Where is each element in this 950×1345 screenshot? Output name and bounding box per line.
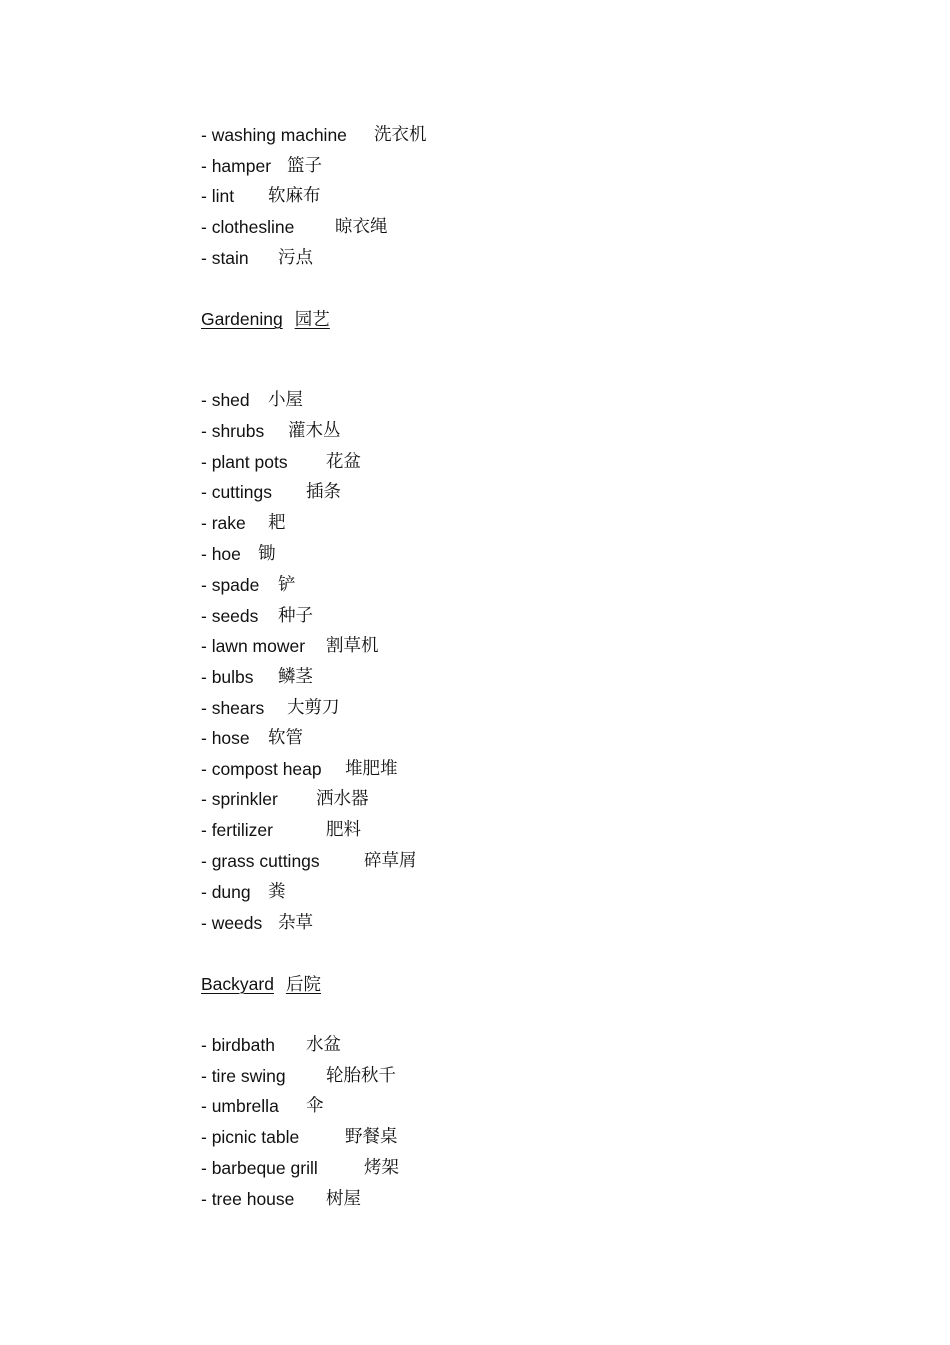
term-english: - shed xyxy=(201,390,250,410)
term-chinese: 粪 xyxy=(268,882,286,902)
list-item xyxy=(201,451,361,473)
term-english: - compost heap xyxy=(201,759,322,779)
heading-chinese: 后院 xyxy=(285,975,321,995)
list-item xyxy=(201,697,340,719)
list-item xyxy=(201,1034,341,1056)
list-item xyxy=(201,543,276,565)
list-item xyxy=(201,512,286,534)
term-english: - hamper xyxy=(201,156,272,176)
term-english: - rake xyxy=(201,513,246,533)
list-item xyxy=(201,420,341,442)
term-english: - fertilizer xyxy=(201,820,273,840)
term-chinese: 水盆 xyxy=(306,1035,341,1055)
term-chinese: 树屋 xyxy=(326,1189,361,1209)
term-english: - birdbath xyxy=(201,1035,275,1055)
term-english: - tire swing xyxy=(201,1066,286,1086)
term-english: - spade xyxy=(201,575,260,595)
term-chinese: 杂草 xyxy=(278,913,313,933)
list-item xyxy=(201,666,313,688)
term-english: - seeds xyxy=(201,606,259,626)
list-item xyxy=(201,788,369,810)
list-item xyxy=(201,727,303,749)
list-item xyxy=(201,635,379,657)
list-item xyxy=(201,155,322,177)
term-english: - weeds xyxy=(201,913,263,933)
term-english: - shears xyxy=(201,698,265,718)
term-english: - bulbs xyxy=(201,667,254,687)
list-item xyxy=(201,481,341,503)
term-english: - shrubs xyxy=(201,421,265,441)
term-english: - lint xyxy=(201,186,235,206)
list-item xyxy=(201,1188,361,1210)
term-chinese: 污点 xyxy=(278,248,313,268)
list-item xyxy=(201,1095,324,1117)
term-chinese: 晾衣绳 xyxy=(335,217,388,237)
term-english: - plant pots xyxy=(201,452,288,472)
term-chinese: 洒水器 xyxy=(316,789,369,809)
term-english: - dung xyxy=(201,882,251,902)
term-chinese: 小屋 xyxy=(268,390,303,410)
list-item xyxy=(201,389,303,411)
heading-english: Gardening xyxy=(201,309,283,329)
term-chinese: 插条 xyxy=(306,482,341,502)
list-item xyxy=(201,758,398,780)
term-chinese: 灌木丛 xyxy=(288,421,341,441)
list-item xyxy=(201,1126,398,1148)
section-heading-gardening xyxy=(201,308,330,331)
term-chinese: 种子 xyxy=(278,606,313,626)
term-chinese: 肥料 xyxy=(326,820,361,840)
list-item xyxy=(201,574,296,596)
term-chinese: 轮胎秋千 xyxy=(326,1066,396,1086)
term-english: - sprinkler xyxy=(201,789,278,809)
heading-chinese: 园艺 xyxy=(294,310,330,330)
term-chinese: 鳞茎 xyxy=(278,667,313,687)
term-english: - lawn mower xyxy=(201,636,306,656)
list-item xyxy=(201,819,361,841)
list-item xyxy=(201,881,286,903)
term-english: - tree house xyxy=(201,1189,295,1209)
term-chinese: 野餐桌 xyxy=(345,1127,398,1147)
term-chinese: 耙 xyxy=(268,513,286,533)
list-item xyxy=(201,850,417,872)
term-chinese: 堆肥堆 xyxy=(345,759,398,779)
list-item xyxy=(201,1065,396,1087)
term-chinese: 铲 xyxy=(278,575,296,595)
term-english: - hoe xyxy=(201,544,241,564)
term-chinese: 篮子 xyxy=(287,156,322,176)
term-english: - barbeque grill xyxy=(201,1158,318,1178)
term-english: - clothesline xyxy=(201,217,295,237)
term-chinese: 锄 xyxy=(258,544,276,564)
list-item xyxy=(201,1157,399,1179)
term-chinese: 碎草屑 xyxy=(364,851,417,871)
term-chinese: 割草机 xyxy=(326,636,379,656)
heading-english: Backyard xyxy=(201,974,274,994)
list-item xyxy=(201,216,388,238)
term-english: - hose xyxy=(201,728,250,748)
list-item xyxy=(201,912,313,934)
term-english: - grass cuttings xyxy=(201,851,320,871)
list-item xyxy=(201,124,427,146)
term-english: - picnic table xyxy=(201,1127,300,1147)
list-item xyxy=(201,605,313,627)
term-chinese: 花盆 xyxy=(326,452,361,472)
list-item xyxy=(201,247,313,269)
term-chinese: 伞 xyxy=(306,1096,324,1116)
section-heading-backyard xyxy=(201,973,321,996)
list-item xyxy=(201,185,321,207)
term-english: - stain xyxy=(201,248,249,268)
term-chinese: 烤架 xyxy=(364,1158,399,1178)
term-chinese: 大剪刀 xyxy=(287,698,340,718)
term-chinese: 软麻布 xyxy=(268,186,321,206)
term-chinese: 软管 xyxy=(268,728,303,748)
term-english: - umbrella xyxy=(201,1096,279,1116)
term-english: - cuttings xyxy=(201,482,272,502)
term-chinese: 洗衣机 xyxy=(374,125,427,145)
term-english: - washing machine xyxy=(201,125,347,145)
